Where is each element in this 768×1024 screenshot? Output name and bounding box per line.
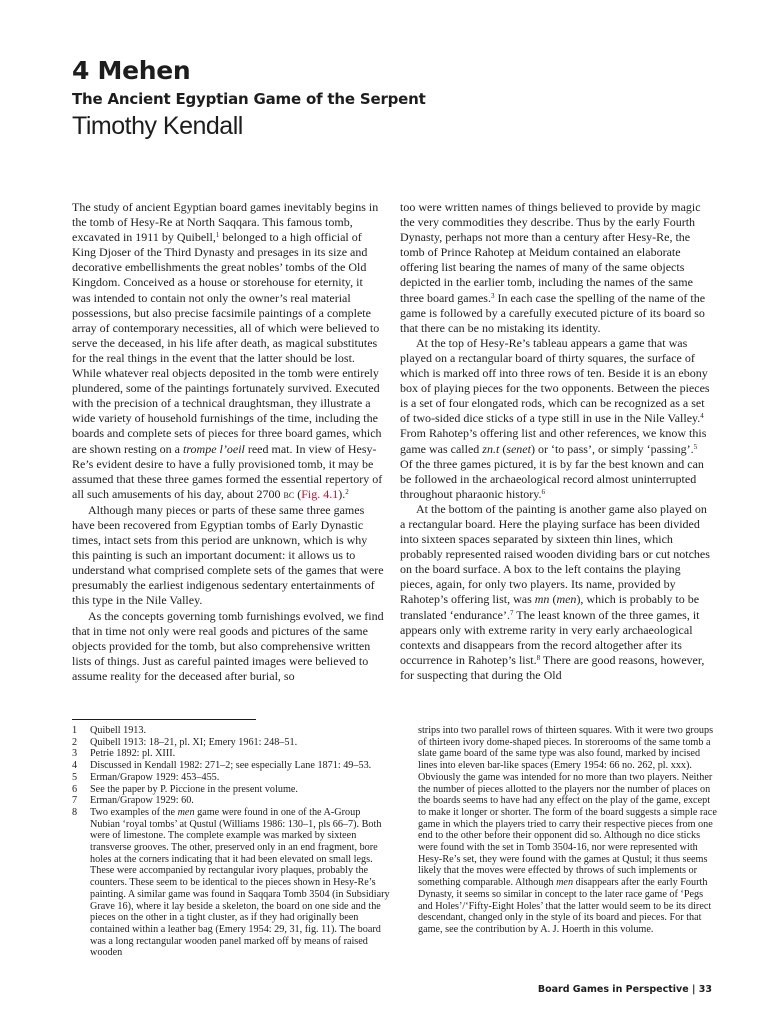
footnote-ref[interactable]: 5 [693, 442, 698, 451]
footnote-number: 6 [72, 783, 78, 795]
footnote-divider [72, 719, 256, 720]
footnote-number: 7 [72, 795, 78, 807]
footnote-ref[interactable]: 1 [215, 231, 220, 240]
chapter-title: 4 Mehen [72, 56, 191, 85]
footnotes-left [72, 725, 392, 959]
body-paragraph: Although many pieces or parts of these same three games have been recovered from Egyptian tombs of Early Dynastic times, intact sets from this period are unknown, which is why this painting is such an important document: it allows us to understand what comprised complete sets of the games that were presumably the earliest indigenous sedentary entertainments of this type in the Nile Valley. [72, 502, 384, 608]
body-paragraph: At the top of Hesy-Re’s tableau appears a game that was played on a rectangular board of thirty squares, the surface of which is marked off into three rows of ten. Beside it is an ebony box of playing pieces for the two opponents. Between the pieces is a set of four elongated rods, which can be recognized as a set of two-sided dice sticks of a type still in use in the Nile Valley.$^4$ From Rahotep’s offering list and other references, we know this game was called zn.t (senet) or ‘to pass’, or simply ‘passing’.$^5$ Of the three games pictured, it is by far the best known and can be followed in the archaeological record almost uninterrupted throughout pharaonic history.$^6$ [400, 335, 710, 501]
body-paragraph: The study of ancient Egyptian board games inevitably begins in the tomb of Hesy-Re at North Saqqara. This famous tomb, excavated in 1911 by Quibell,$^1$ belonged to a high official of King Djoser of the Third Dynasty and presages in its size and decorative embellishments the great nobles’ tombs of the Old Kingdom. Conceived as a house or storehouse for eternity, it was intended to contain not only the owner’s real material possessions, but also precise facsimile paintings of a complete array of contemporary necessities, all of which were believed to serve the deceased, in his life after death, as magical substitutes for the real things in the event that the latter should be lost. While whatever real objects deposited in the tomb were entirely plundered, some of the paintings fortunately survived. Executed with the precision of a technical draughtsman, they illustrate a wide variety of household furnishings of the time, including the boards and complete sets of pieces for three board games, which are shown resting on a trompe l’oeil reed mat. In view of Hesy-Re’s evident desire to have a fully provisioned tomb, it may be assumed that these three games formed the essential repertory of all such amusements of his day, about 2700 bc (Fig. 4.1).$^2$ [72, 200, 383, 501]
body-paragraph: too were written names of things believed to provide by magic the very commodities they describe. Thus by the early Fourth Dynasty, perhaps not more than a century after Hesy-Re, the tomb of Prince Rahotep at Meidum contained an elaborate offering list bearing the names of many of the same objects depicted in the earlier tomb, including the names of the same three board games.$^3$ In each case the spelling of the name of the game is followed by a carefully executed picture of its board so that there can be no mistaking its identity. [400, 200, 706, 335]
footnote-ref[interactable]: 7 [509, 608, 514, 617]
body-column-right [400, 200, 712, 683]
footnote-number: 4 [72, 760, 78, 772]
footnote-item [72, 795, 392, 807]
footnote-text: Quibell 1913: 18–21, pl. XI; Emery 1961: 248–51. [90, 736, 298, 748]
footnote-text: Discussed in Kendall 1982: 271–2; see especially Lane 1871: 49–53. [90, 760, 372, 772]
footnote-text: See the paper by P. Piccione in the present volume. [90, 783, 298, 795]
footnote-text: Two examples of the men game were found in one of the A-Group Nubian ‘royal tombs’ at Qustul (Williams 1986: 130–1, pls 66–7). Both were of limestone. The complete example was marked by sixteen transverse grooves. The other, preserved only in an end fragment, bore holes at the corners indicating that it had been elevated on small legs. These were accompanied by rectangular ivory plaques, probably the counters. These seem to be identical to the pieces shown in Hesy-Re’s painting. A similar game was found in Saqqara Tomb 3504 (in Subsidiary Grave 16), where it lay beside a skeleton, the board on one side and the pieces on the other in a tight cluster, as if they had originally been contained within a leather bag (Emery 1954: 29, 31, fig. 11). The board was a long rectangular wooden panel marked off by means of raised wooden [90, 806, 390, 959]
footnote-item [72, 784, 392, 796]
footnote-ref[interactable]: 3 [490, 291, 495, 300]
footnote-item [72, 748, 392, 760]
chapter-author: Timothy Kendall [72, 112, 243, 140]
footnote-number: 3 [72, 748, 78, 760]
footnote-continuation: strips into two parallel rows of thirteen squares. With it were two groups of thirteen ivory dome-shaped pieces. In storerooms of the same tomb a slate game board of the same type was also found, marked by incised lines into eleven bar-like spaces (Emery 1954: 66 no. 262, pl. xxx). Obviously the game was intended for no more than two players. Neither the number of pieces allotted to the players nor the number of places on the boards seems to have had any effect on the play of the game, except to make it longer or shorter. The form of the board suggests a simple race game in which the players tried to carry their respective pieces from one end to the other before their opponent did so. Although no dice sticks were found with the set in Tomb 3504-16, nor were represented with Hesy-Re’s set, they were found with the games at Qustul; it thus seems likely that the moves were effected by throws of such implements or something comparable. Although men disappears after the early Fourth Dynasty, it seems so similar in concept to the later race game of ‘Pegs and Holes’/‘Fifty-Eight Holes’ that the latter would seem to be its direct descendant, changed only in the style of its board and pieces. For that game, see the contribution by A. J. Hoerth in this volume. [418, 725, 717, 935]
figure-link[interactable]: Fig. 4.1 [301, 486, 339, 501]
footnote-item [72, 807, 392, 959]
body-paragraph: As the concepts governing tomb furnishings evolved, we find that in time not only were real goods and pictures of the same objects provided for the tomb, but also comprehensive written lists of things. Just as careful painted images were believed to assume reality for the deceased after burial, so [72, 608, 384, 683]
footnote-item [72, 737, 392, 749]
body-column-left [72, 200, 384, 684]
footnote-number: 5 [72, 771, 78, 783]
chapter-subtitle: The Ancient Egyptian Game of the Serpent [72, 90, 426, 108]
body-paragraph: At the bottom of the painting is another game also played on a rectangular board. Here the playing surface has been divided into sixteen spaces separated by sixteen thin lines, which probably represented raised wooden dividing bars or cut notches on the board surface. A box to the left contains the playing pieces, again, for only two players. Its name, provided by Rahotep’s offering list, was mn (men), which is probably to be translated ‘endurance’.$^7$ The least known of the three games, it appears only with extreme rarity in very early archaeological contexts and disappears from the record altogether after its occurrence in Rahotep’s list.$^8$ There are good reasons, however, for suspecting that during the Old [400, 501, 710, 682]
footnotes-right [418, 725, 718, 936]
footnote-number: 8 [72, 806, 78, 818]
running-footer: Board Games in Perspective | 33 [537, 984, 712, 995]
footnote-item [72, 772, 392, 784]
footnote-text: Erman/Grapow 1929: 60. [90, 795, 194, 807]
footnote-ref[interactable]: 2 [345, 487, 349, 496]
footnote-item [72, 760, 392, 772]
footnote-ref[interactable]: 8 [536, 653, 541, 662]
footnote-item [72, 725, 392, 737]
footnote-number: 1 [72, 725, 78, 736]
footnote-ref[interactable]: 6 [541, 487, 546, 496]
footnote-text: Quibell 1913. [90, 725, 147, 736]
footnote-text: Petrie 1892: pl. XIII. [90, 748, 176, 760]
footnote-ref[interactable]: 4 [700, 412, 704, 421]
footnote-text: Erman/Grapow 1929: 453–455. [90, 771, 220, 783]
footnote-number: 2 [72, 736, 78, 748]
